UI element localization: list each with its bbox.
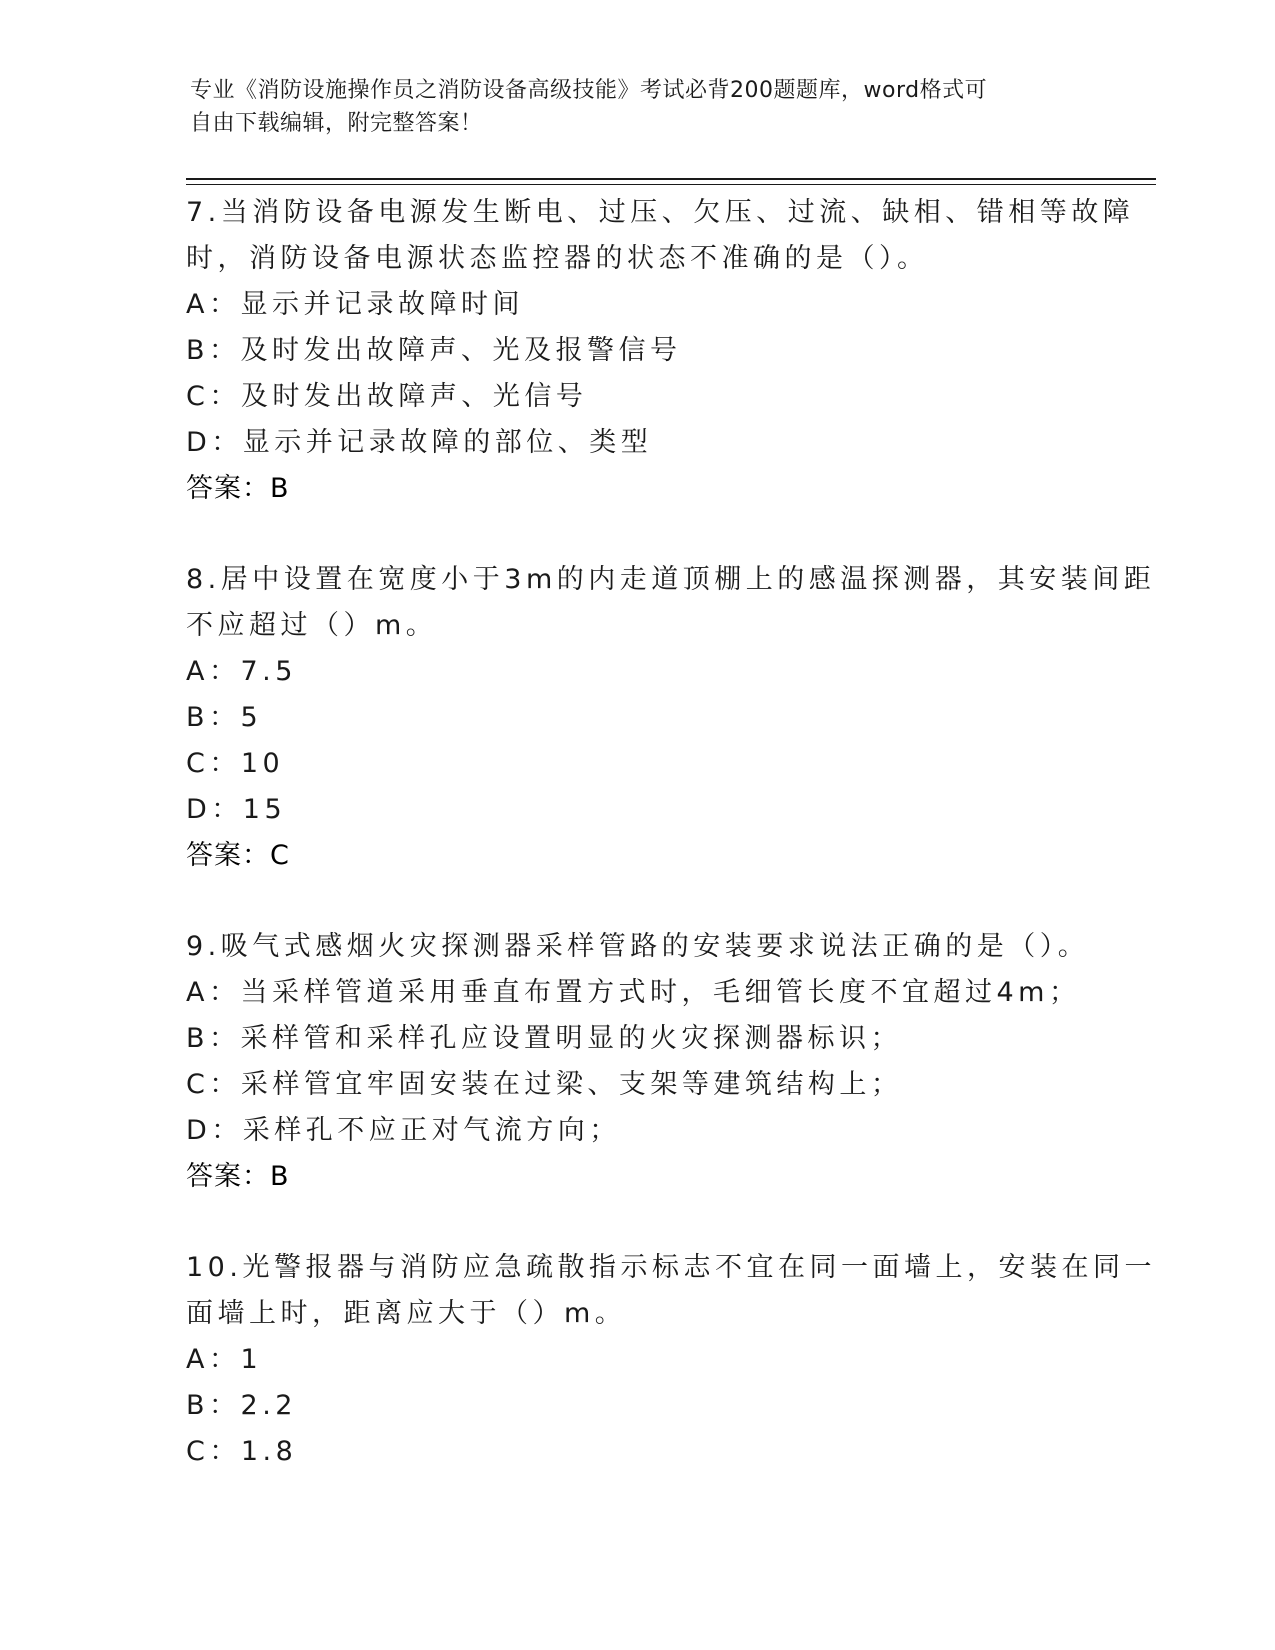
question-spacer [186, 512, 1086, 557]
question-spacer [186, 879, 1086, 924]
question-7 [186, 190, 1135, 512]
option-b: B：采样管和采样孔应设置明显的火灾探测器标识； [186, 1023, 903, 1054]
option-b: B：及时发出故障声、光及报警信号 [186, 335, 682, 366]
header-rule-thick [186, 178, 1156, 180]
option-c: C：10 [186, 748, 285, 779]
question-text-line: 时，消防设备电源状态监控器的状态不准确的是（）。 [186, 243, 929, 274]
option-d: D：15 [186, 794, 287, 825]
answer: 答案：B [186, 473, 290, 504]
header-rule-thin [186, 184, 1156, 185]
option-a: A：1 [186, 1344, 263, 1375]
question-text-line: 10.光警报器与消防应急疏散指示标志不宜在同一面墙上，安装在同一 [186, 1252, 1156, 1283]
option-c: C：采样管宜牢固安装在过梁、支架等建筑结构上； [186, 1069, 903, 1100]
question-text-line: 面墙上时，距离应大于（）m。 [186, 1298, 627, 1329]
question-9 [186, 924, 1090, 1200]
option-a: A：当采样管道采用垂直布置方式时，毛细管长度不宜超过4m； [186, 977, 1081, 1008]
question-text-line: 7.当消防设备电源发生断电、过压、欠压、过流、缺相、错相等故障 [186, 197, 1135, 228]
option-a: A：7.5 [186, 656, 297, 687]
question-10 [186, 1245, 1156, 1475]
answer: 答案：B [186, 1161, 290, 1192]
question-text-line: 不应超过（）m。 [186, 610, 438, 641]
question-spacer [186, 1200, 1086, 1245]
question-text-line: 9.吸气式感烟火灾探测器采样管路的安装要求说法正确的是（）。 [186, 931, 1090, 962]
option-a: A：显示并记录故障时间 [186, 289, 524, 320]
option-c: C：1.8 [186, 1436, 298, 1467]
option-d: D：显示并记录故障的部位、类型 [186, 427, 653, 458]
question-8 [186, 557, 1156, 879]
header-line-2: 自由下载编辑，附完整答案！ [190, 111, 483, 136]
header-line-1: 专业《消防设施操作员之消防设备高级技能》考试必背200题题库，word格式可 [190, 78, 988, 103]
option-d: D：采样孔不应正对气流方向； [186, 1115, 621, 1146]
question-list [186, 190, 1156, 1475]
answer: 答案：C [186, 840, 290, 871]
option-b: B：2.2 [186, 1390, 297, 1421]
question-text-line: 8.居中设置在宽度小于3m的内走道顶棚上的感温探测器，其安装间距 [186, 564, 1156, 595]
option-c: C：及时发出故障声、光信号 [186, 381, 588, 412]
document-header [190, 74, 1090, 140]
option-b: B：5 [186, 702, 263, 733]
